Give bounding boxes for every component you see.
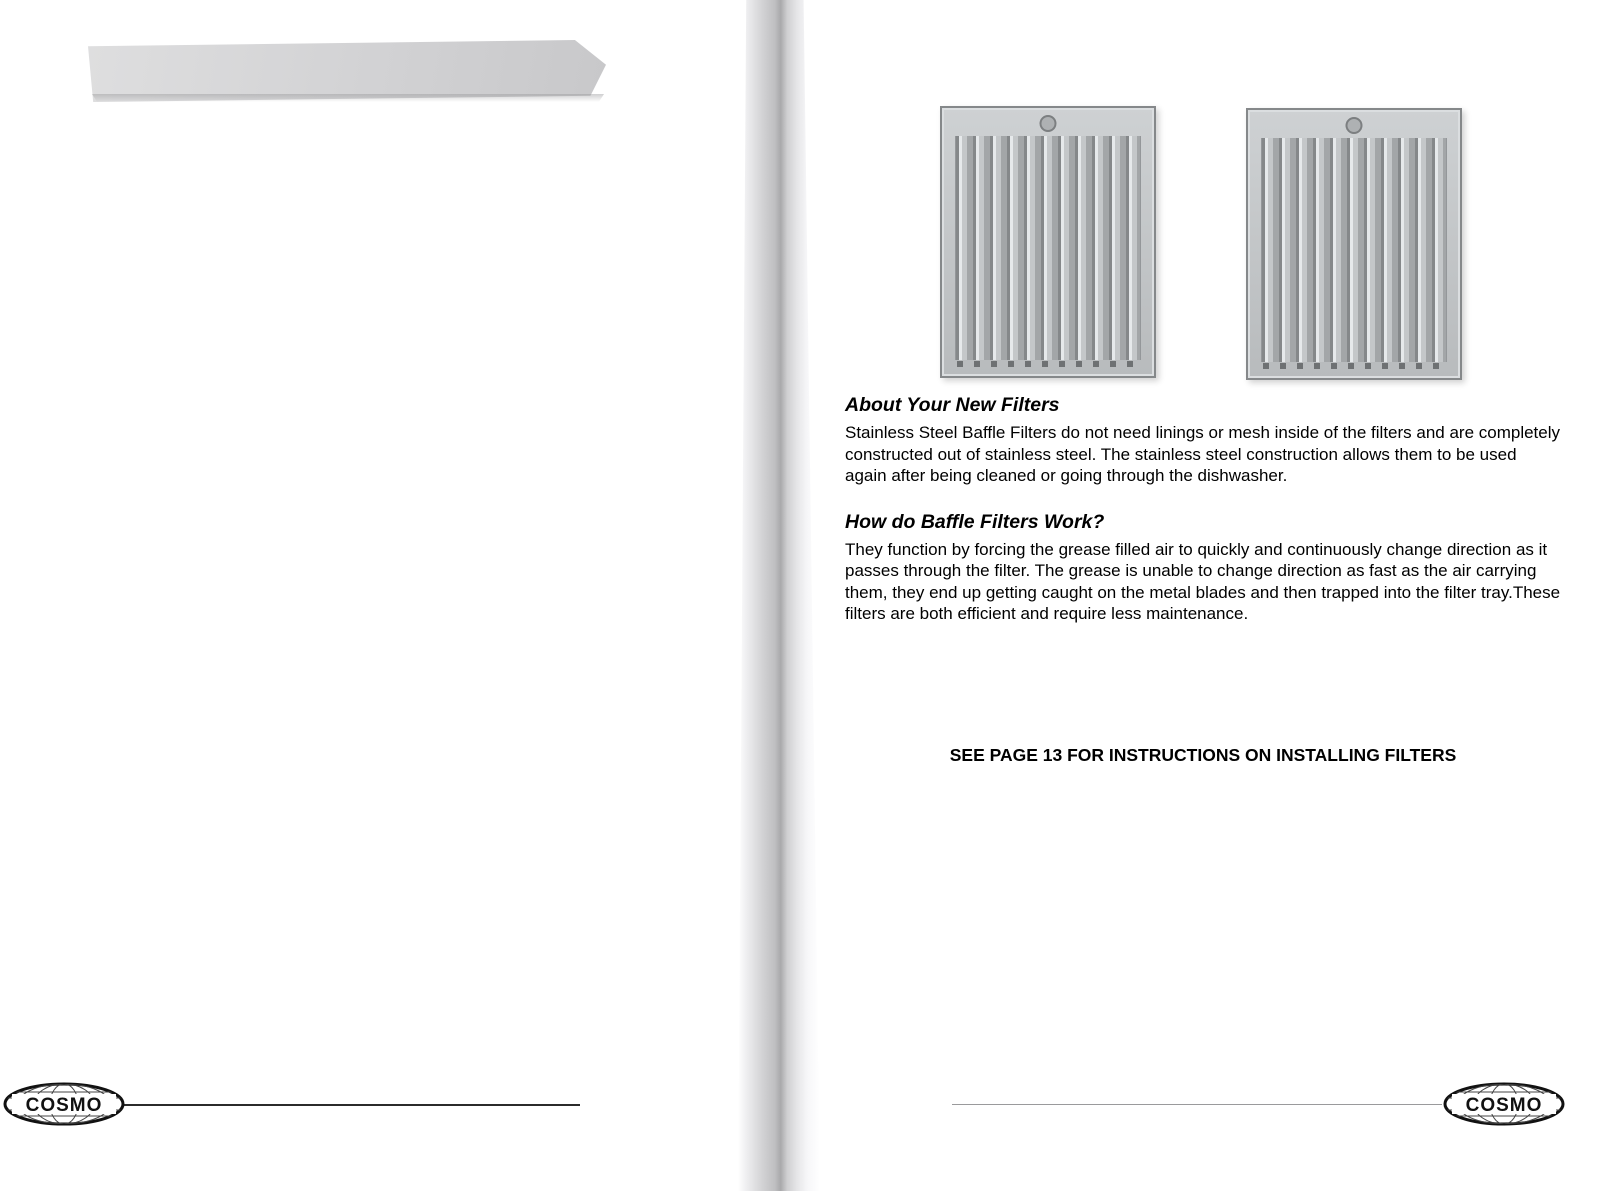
header-banner-shadow <box>92 94 604 102</box>
section-heading-about-filters: About Your New Filters <box>845 394 1060 416</box>
filters-info-section <box>845 394 1561 766</box>
section-body-how-filters-work: They function by forcing the grease filled air to quickly and continuously change direction as it passes through the filter. The grease is unable to change direction as fast as the air carrying them, they end up getting caught on the metal blades and then trapped into the filter tray.These filters are both efficient and require less maintenance. <box>845 539 1561 623</box>
cosmo-logo <box>1442 1081 1566 1127</box>
filter-baffle-slats <box>1261 138 1447 362</box>
filter-baffle-slats <box>955 136 1141 360</box>
filter-mount-hole-icon <box>1346 117 1363 134</box>
cosmo-logo-text: COSMO <box>1465 1095 1543 1116</box>
cosmo-logo-text: COSMO <box>25 1095 103 1116</box>
footer-rule-right <box>952 1104 1442 1105</box>
filter-feet <box>957 361 1139 367</box>
page-fold <box>738 0 820 1191</box>
cosmo-logo <box>2 1081 126 1127</box>
baffle-filter-image-left <box>940 106 1156 378</box>
section-heading-how-filters-work: How do Baffle Filters Work? <box>845 510 1105 533</box>
filter-mount-hole-icon <box>1040 115 1057 132</box>
section-body-about-filters: Stainless Steel Baffle Filters do not need linings or mesh inside of the filters and are completely constructed out of stainless steel. The stainless steel construction allows them to be used again after being cleaned or going through the dishwasher. <box>845 423 1561 485</box>
footer-rule-left <box>118 1104 580 1106</box>
filter-feet <box>1263 363 1445 369</box>
baffle-filter-image-right <box>1246 108 1462 380</box>
header-banner-graphic <box>88 40 606 102</box>
see-page-13-note: SEE PAGE 13 FOR INSTRUCTIONS ON INSTALLING FILTERS <box>949 744 1457 765</box>
